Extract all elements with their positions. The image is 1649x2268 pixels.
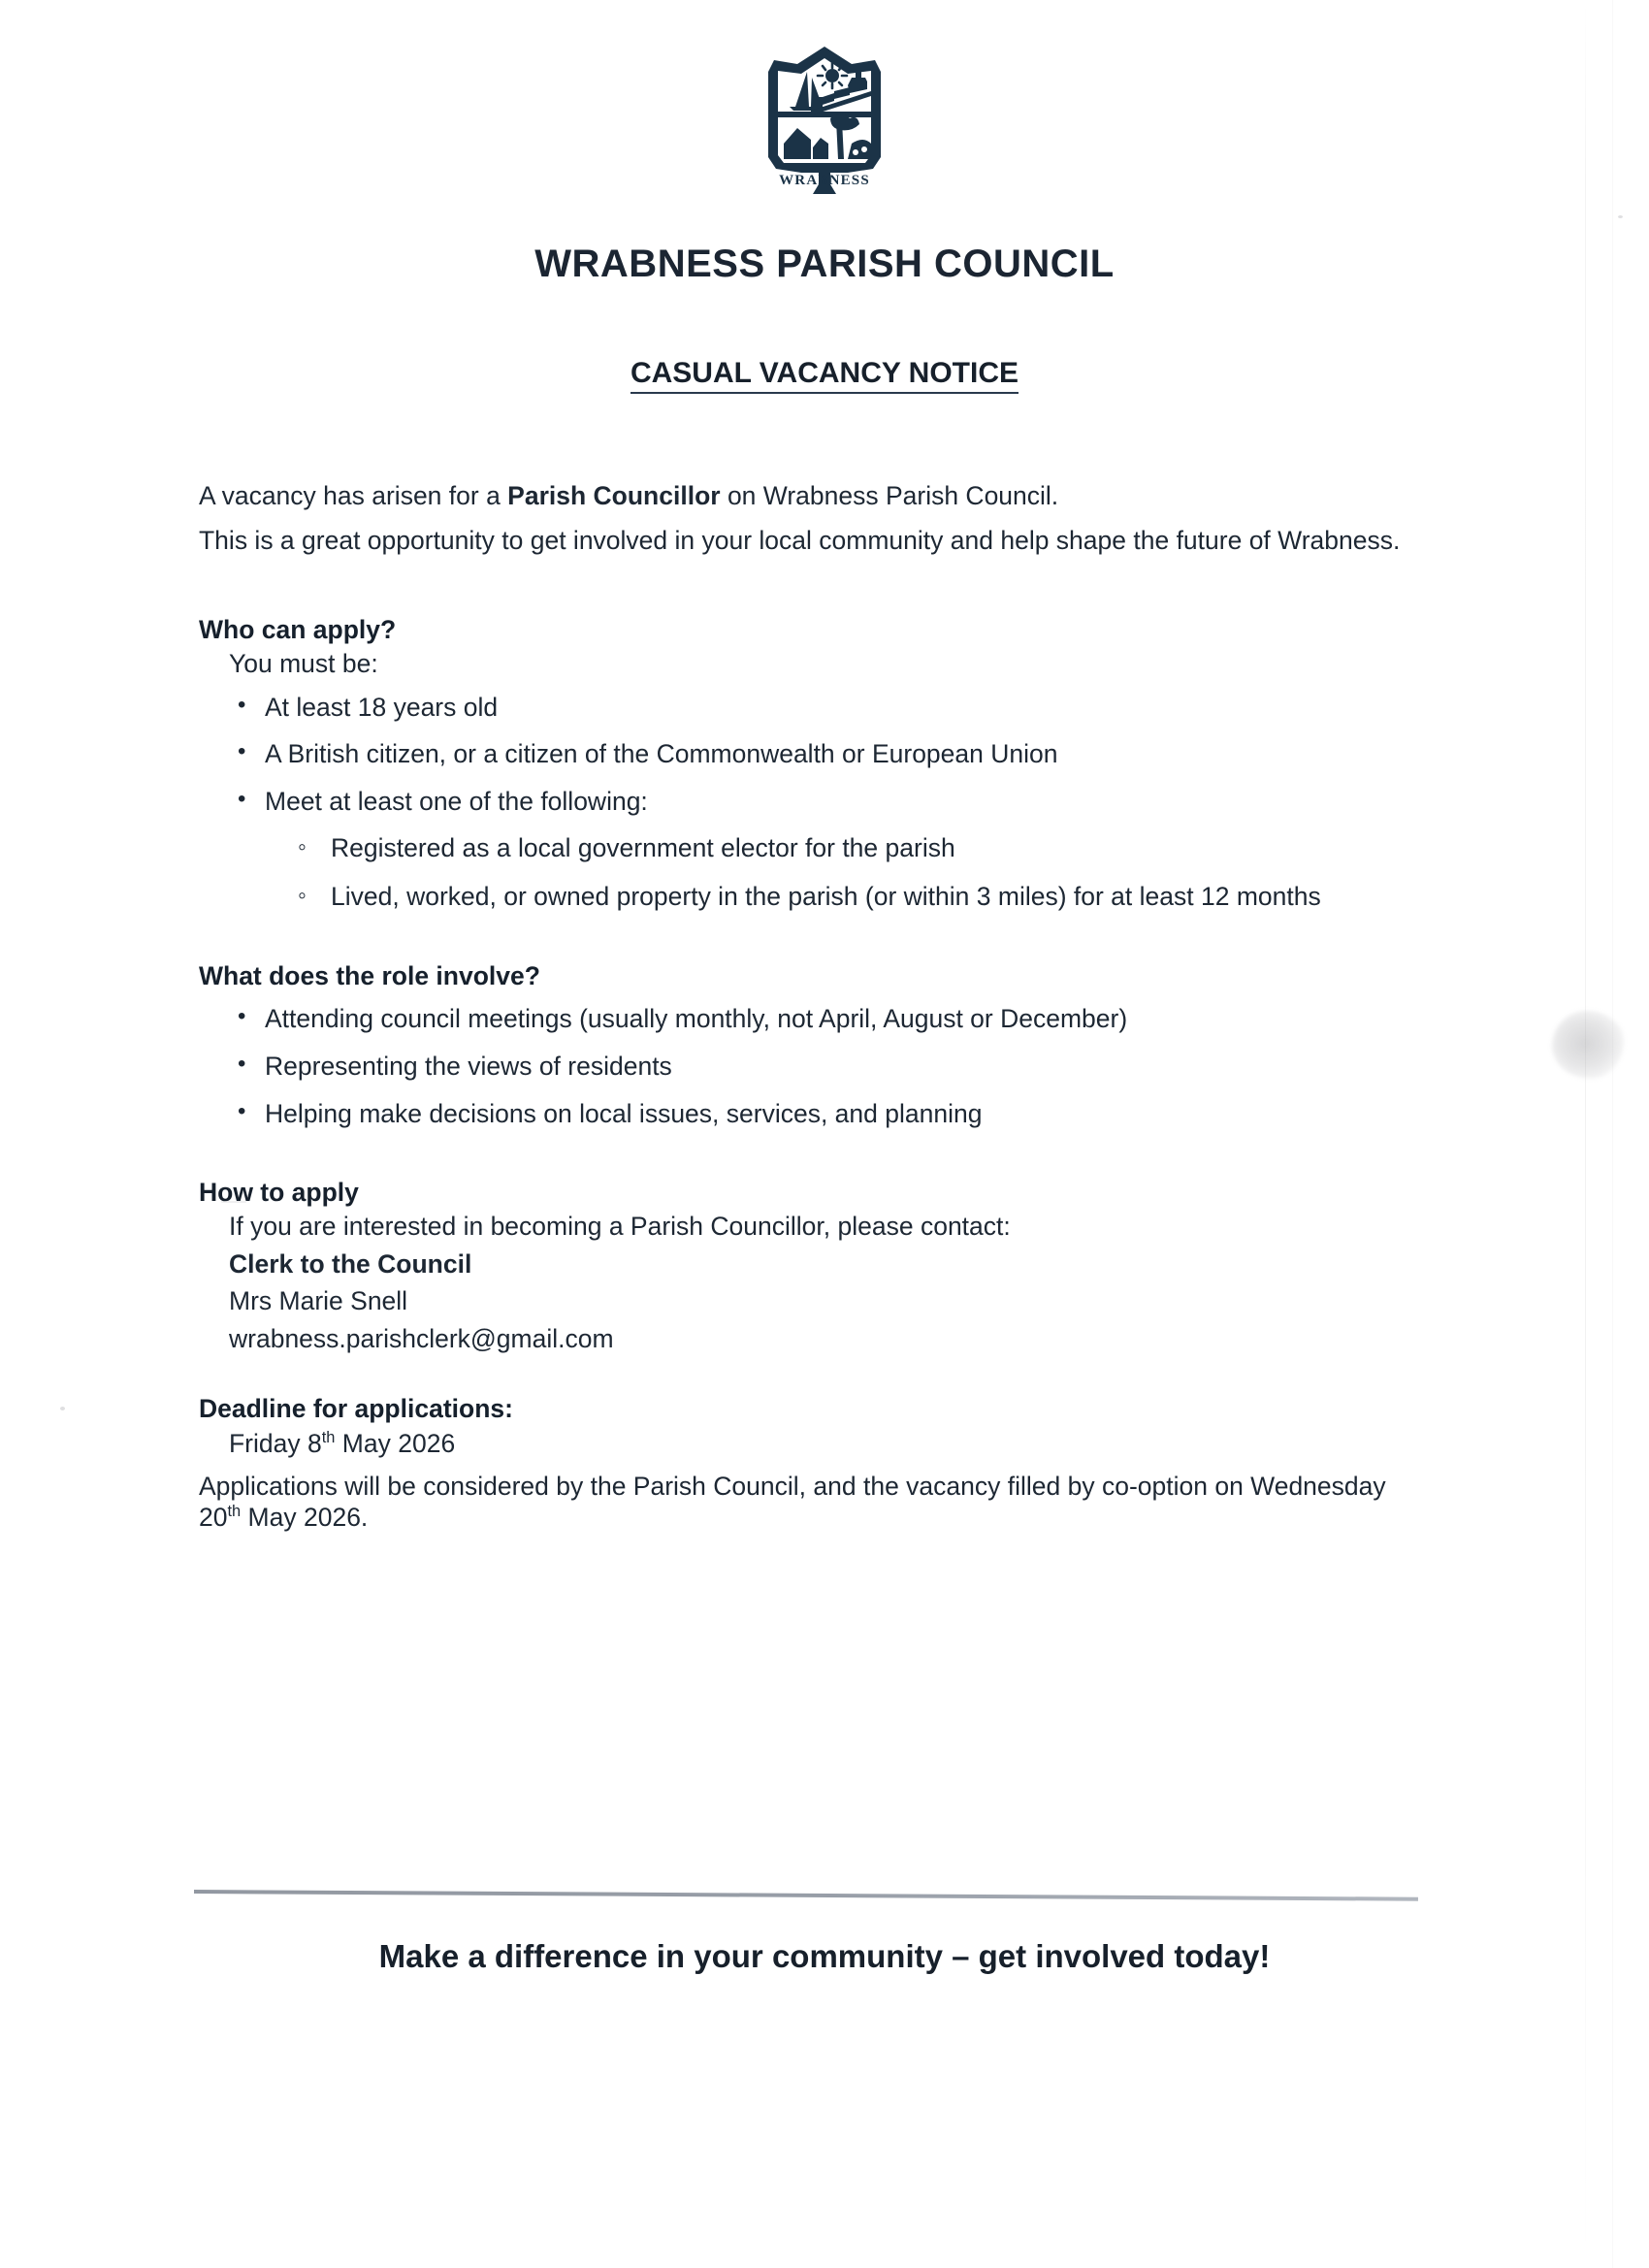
intro-line-1-suffix: on Wrabness Parish Council. — [720, 481, 1059, 510]
intro-line-1 — [199, 481, 1421, 512]
section-heading-who-can-apply: Who can apply? — [199, 614, 397, 644]
page-subtitle-text: CASUAL VACANCY NOTICE — [630, 357, 1018, 394]
closing-call-to-action: Make a difference in your community – get involved today! — [378, 1938, 1271, 1974]
section-heading-role-involve: What does the role involve? — [199, 960, 540, 990]
deadline-note-prefix: Applications will be considered by the Parish Council, and the vacancy filled by co-option on Wednesday 20 — [199, 1472, 1386, 1532]
deadline-date-suffix: May 2026 — [335, 1428, 456, 1458]
scan-seam-artifact-secondary — [1612, 0, 1613, 2268]
list-item: ◦ Lived, worked, or owned property in the parish (or within 3 miles) for at least 12 months — [265, 881, 1421, 912]
section-heading-deadline: Deadline for applications: — [199, 1394, 513, 1424]
who-can-apply-lead: You must be: — [229, 649, 378, 679]
intro-line-1-prefix: A vacancy has arisen for a — [199, 481, 508, 510]
scan-fleck-artifact — [60, 1407, 65, 1410]
intro-role-emphasis: Parish Councillor — [507, 481, 721, 510]
deadline-note — [199, 1472, 1421, 1534]
deadline-note-ordinal: th — [227, 1503, 242, 1520]
section-divider — [194, 1890, 1418, 1901]
crest-banner-label: WRABNESS — [779, 173, 870, 188]
list-item: • A British citizen, or a citizen of the Commonwealth or European Union — [199, 739, 1421, 770]
list-item: • Helping make decisions on local issues, services, and planning — [199, 1099, 1421, 1130]
scan-smudge-artifact — [1552, 1011, 1624, 1079]
contact-role-title: Clerk to the Council — [229, 1248, 472, 1279]
council-crest — [0, 43, 1649, 203]
eligibility-sublist — [265, 832, 1421, 913]
list-item: • At least 18 years old — [199, 693, 1421, 724]
list-item — [199, 787, 1421, 912]
document-body — [199, 481, 1421, 1547]
deadline-date-ordinal: th — [321, 1428, 336, 1446]
page-title: WRABNESS PARISH COUNCIL — [534, 243, 1115, 285]
deadline-note-suffix: May 2026. — [241, 1502, 369, 1532]
scan-seam-artifact — [1585, 0, 1586, 2268]
deadline-date — [199, 1428, 1421, 1458]
list-item-label: Meet at least one of the following: — [265, 787, 648, 817]
page-subtitle — [0, 357, 1649, 390]
intro-line-2: This is a great opportunity to get involved in your local community and help shape the future of Wrabness. — [199, 525, 1401, 555]
list-item: • Representing the views of residents — [199, 1052, 1421, 1083]
list-item: ◦ Registered as a local government elector for the parish — [265, 832, 1421, 863]
role-duties-list — [199, 1004, 1421, 1129]
scan-fleck-artifact — [1618, 215, 1623, 218]
wrabness-crest-icon — [751, 43, 898, 198]
section-heading-how-to-apply: How to apply — [199, 1177, 359, 1207]
how-to-apply-intro: If you are interested in becoming a Parish Councillor, please contact: — [229, 1212, 1011, 1242]
contact-email: wrabness.parishclerk@gmail.com — [229, 1323, 614, 1353]
contact-name: Mrs Marie Snell — [229, 1286, 408, 1316]
deadline-date-prefix: Friday 8 — [229, 1428, 322, 1458]
eligibility-list — [199, 693, 1421, 913]
list-item: • Attending council meetings (usually monthly, not April, August or December) — [199, 1004, 1421, 1035]
